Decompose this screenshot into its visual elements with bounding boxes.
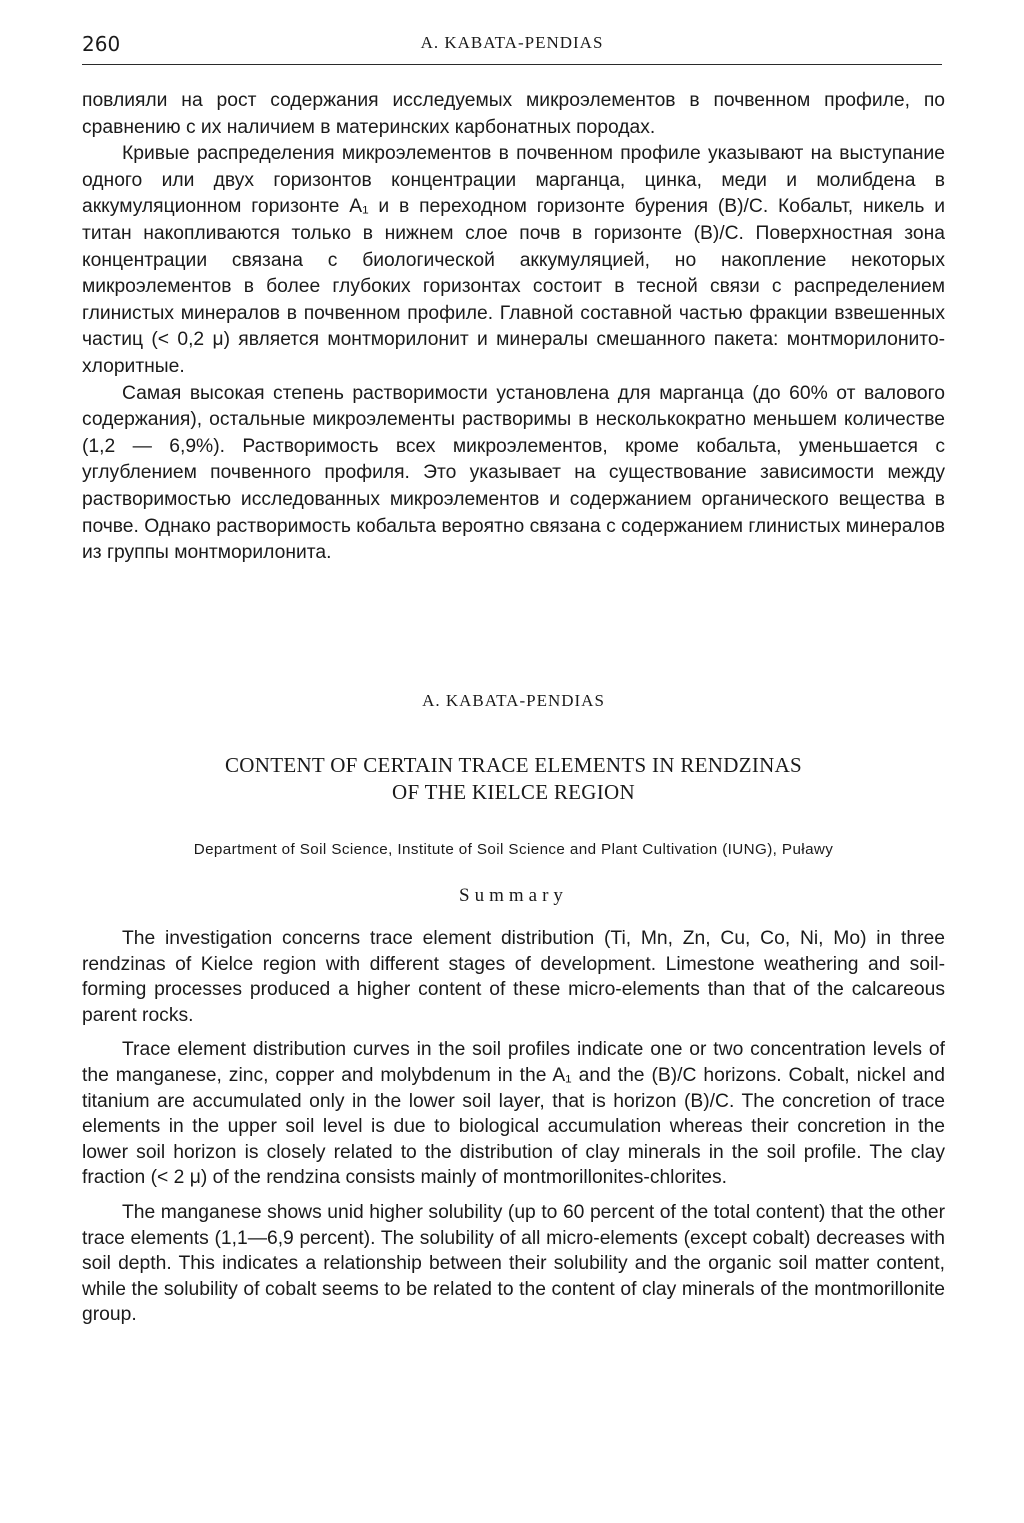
english-paragraph: Trace element distribution curves in the soil profiles indicate one or two concentration levels of the manganese, zinc, copper and molybdenum in the A₁ and the (B)/C horizons. Cobalt, nickel and titanium are accumulated only in the lower soil layer, that is horizon (B)/C. The concretion of trace elements in the upper soil level is due to biological accumulation whereas their concretion in the lower soil horizon is closely related to the distribution of clay minerals in the soil profile. The clay fraction (< 2 μ) of the rendzina consists mainly of montmorillonites-chlorites. — [82, 1039, 945, 1189]
english-paragraph: The manganese shows unid higher solubility (up to 60 percent of the total content) that the other trace elements (1,1—6,9 percent). The solubility of all micro-elements (except cobalt) decreases with soil depth. This indicates a relationship between their solubility and the organic soil matter content, while the solubility of cobalt seems to be related to the content of clay minerals of the montmorillonite group. — [82, 1201, 945, 1326]
running-title: A. KABATA-PENDIAS — [420, 33, 604, 52]
summary-title — [82, 752, 945, 806]
summary-author: A. KABATA-PENDIAS — [422, 691, 605, 710]
summary-title-line: CONTENT OF CERTAIN TRACE ELEMENTS IN RENDZINAS — [224, 753, 803, 777]
summary-heading: Summary — [459, 885, 568, 906]
page-number: 260 — [82, 32, 121, 56]
english-text-block — [82, 926, 945, 1328]
russian-paragraph: Кривые распределения микроэлементов в почвенном профиле указывают на выступание одного или двух горизонтов концентрации марганца, цинка, меди и молибдена в аккумуляционном горизонте A₁ и в переходном горизонте бурения (B)/C. Кобальт, никель и титан накопливаются только в нижнем слое почв в горизонте (B)/C. Поверхностная зона концентрации связана с биологической аккумуляцией, но накопление некоторых микроэлементов в более глубоких горизонтах состоит в тесной связи с распределением глинистых минералов в почвенном профиле. Главной составной частью фракции взвешенных частиц (< 0,2 μ) является монтморилонит и минералы смешанного пакета: монтморилонито-хлоритные. — [82, 143, 945, 377]
running-head — [82, 30, 942, 60]
russian-paragraph: повлияли на рост содержания исследуемых микроэлементов в почвенном профиле, по сравнению с их наличием в материнских карбонатных породах. — [82, 90, 945, 138]
russian-text-block — [82, 88, 945, 567]
english-summary — [82, 688, 945, 1328]
english-paragraph: The investigation concerns trace element distribution (Ti, Mn, Zn, Cu, Co, Ni, Mo) in three rendzinas of Kielce region with different stages of development. Limestone weathering and soil-forming processes produced a higher content of these micro-elements than that of the calcareous parent rocks. — [82, 928, 945, 1026]
header-rule — [82, 64, 942, 65]
russian-paragraph: Самая высокая степень растворимости установлена для марганца (до 60% от валового содержания), остальные микроэлементы растворимы в несколькократно меньшем количестве (1,2 — 6,9%). Растворимость всех микроэлементов, кроме кобальта, уменьшается с углублением почвенного профиля. Это указывает на существование зависимости между растворимостью исследованных микроэлементов и содержанием органического вещества в почве. Однако растворимость кобальта вероятно связана с содержанием глинистых минералов из группы монтморилонита. — [82, 382, 945, 564]
summary-title-line: OF THE KIELCE REGION — [391, 780, 635, 804]
summary-affiliation: Department of Soil Science, Institute of Soil Science and Plant Cultivation (IUNG), Puławy — [193, 841, 834, 858]
